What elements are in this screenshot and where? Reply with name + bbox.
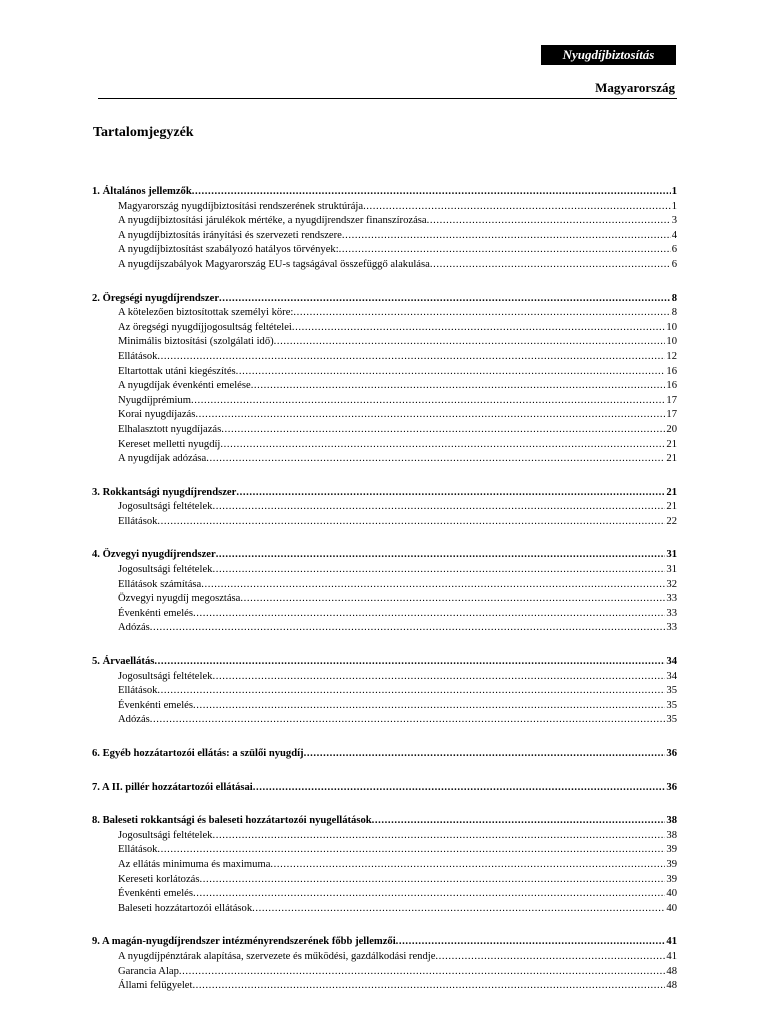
dot-leader: [342, 229, 671, 244]
header-divider: [98, 98, 677, 99]
toc-section: [92, 747, 677, 762]
toc-page-number: 41: [666, 936, 677, 948]
toc-page-number: 17: [666, 409, 677, 421]
toc-subentry[interactable]: [92, 684, 677, 699]
table-of-contents: [92, 185, 677, 1013]
toc-subentry[interactable]: [92, 887, 677, 902]
toc-entry-label: 8. Baleseti rokkantsági és baleseti hozzátartozói nyugellátások: [92, 815, 372, 827]
toc-entry-label: Adózás: [118, 622, 150, 634]
toc-entry-label: Ellátások számítása: [118, 578, 202, 590]
toc-page-number: 16: [666, 380, 677, 392]
toc-page-number: 35: [666, 699, 677, 711]
toc-entry-label: Évenkénti emelés: [118, 699, 194, 711]
toc-page-number: 1: [671, 186, 677, 197]
toc-section-heading[interactable]: [92, 935, 677, 950]
dot-leader: [206, 452, 665, 467]
toc-subentry[interactable]: [92, 200, 677, 215]
toc-page-number: 33: [666, 593, 677, 605]
dot-leader: [157, 350, 665, 365]
dot-leader: [339, 243, 671, 258]
toc-subentry[interactable]: [92, 214, 677, 229]
dot-leader: [192, 979, 665, 994]
toc-entry-label: A nyugdíjbiztosítás irányítási és szervezeti rendszere: [118, 229, 342, 241]
dot-leader: [304, 747, 666, 762]
toc-entry-label: Az öregségi nyugdíjjogosultság feltételei: [118, 321, 292, 333]
toc-section: [92, 814, 677, 916]
toc-subentry[interactable]: [92, 858, 677, 873]
toc-page-number: 10: [666, 321, 677, 333]
dot-leader: [219, 292, 671, 307]
toc-page-number: 32: [666, 578, 677, 590]
dot-leader: [212, 829, 665, 844]
dot-leader: [236, 486, 665, 501]
dot-leader: [220, 438, 665, 453]
toc-page-number: 39: [666, 844, 677, 856]
toc-entry-label: Minimális biztosítási (szolgálati idő): [118, 336, 274, 348]
toc-subentry[interactable]: [92, 578, 677, 593]
toc-subentry[interactable]: [92, 350, 677, 365]
toc-subentry[interactable]: [92, 438, 677, 453]
toc-section: [92, 781, 677, 796]
toc-section: [92, 292, 677, 467]
toc-page-number: 17: [666, 394, 677, 406]
dot-leader: [240, 592, 665, 607]
toc-page-number: 48: [666, 965, 677, 977]
toc-page-number: 20: [666, 423, 677, 435]
toc-section: [92, 655, 677, 728]
toc-entry-label: Özvegyi nyugdíj megosztása: [118, 593, 241, 605]
toc-entry-label: 2. Öregségi nyugdíjrendszer: [92, 292, 220, 304]
toc-subentry[interactable]: [92, 452, 677, 467]
toc-subentry[interactable]: [92, 258, 677, 273]
dot-leader: [216, 548, 666, 563]
toc-page-number: 1: [671, 200, 677, 212]
toc-subentry[interactable]: [92, 306, 677, 321]
toc-entry-label: A nyugdíjak évenkénti emelése: [118, 380, 251, 392]
toc-entry-label: Az ellátás minimuma és maximuma: [118, 858, 271, 870]
dot-leader: [150, 621, 666, 636]
toc-page-number: 39: [666, 858, 677, 870]
toc-section-heading[interactable]: [92, 548, 677, 563]
toc-page-number: 35: [666, 685, 677, 697]
toc-page-number: 31: [666, 564, 677, 576]
toc-entry-label: 3. Rokkantsági nyugdíjrendszer: [92, 486, 237, 498]
toc-subentry[interactable]: [92, 592, 677, 607]
toc-page-number: 34: [666, 656, 677, 668]
toc-subentry[interactable]: [92, 408, 677, 423]
toc-page-number: 8: [671, 307, 677, 319]
dot-leader: [212, 500, 665, 515]
toc-section-heading[interactable]: [92, 781, 677, 796]
toc-page-number: 38: [666, 815, 677, 827]
toc-entry-label: Elhalasztott nyugdíjazás: [118, 423, 222, 435]
dot-leader: [292, 321, 666, 336]
toc-section-heading[interactable]: [92, 747, 677, 762]
dot-leader: [251, 379, 666, 394]
toc-page-number: 4: [671, 229, 677, 241]
toc-entry-label: Adózás: [118, 714, 150, 726]
toc-subentry[interactable]: [92, 229, 677, 244]
toc-entry-label: Korai nyugdíjazás: [118, 409, 196, 421]
toc-page-number: 6: [671, 244, 677, 256]
toc-subentry[interactable]: [92, 335, 677, 350]
toc-entry-label: Kereseti korlátozás: [118, 873, 200, 885]
toc-subentry[interactable]: [92, 243, 677, 258]
toc-page-number: 10: [666, 336, 677, 348]
dot-leader: [430, 258, 671, 273]
dot-leader: [435, 950, 665, 965]
toc-page-number: 39: [666, 873, 677, 885]
dot-leader: [221, 423, 665, 438]
dot-leader: [236, 365, 666, 380]
toc-entry-label: Jogosultsági feltételek: [118, 501, 213, 513]
toc-page-number: 35: [666, 714, 677, 726]
toc-page-number: 6: [671, 258, 677, 270]
dot-leader: [157, 515, 665, 530]
toc-entry-label: A nyugdíjszabályok Magyarország EU-s tagságával összefüggő alakulása: [118, 258, 430, 270]
toc-entry-label: Ellátások: [118, 350, 158, 362]
toc-entry-label: Évenkénti emelés: [118, 607, 194, 619]
dot-leader: [157, 843, 665, 858]
toc-subentry[interactable]: [92, 563, 677, 578]
toc-entry-label: Jogosultsági feltételek: [118, 829, 213, 841]
toc-subentry[interactable]: [92, 379, 677, 394]
toc-page-number: 16: [666, 365, 677, 377]
toc-subentry[interactable]: [92, 423, 677, 438]
toc-subentry[interactable]: [92, 607, 677, 622]
toc-entry-label: Jogosultsági feltételek: [118, 564, 213, 576]
toc-page-number: 21: [666, 486, 677, 498]
toc-page-number: 36: [666, 781, 677, 793]
dot-leader: [270, 858, 665, 873]
toc-page-number: 31: [666, 549, 677, 561]
toc-page-number: 3: [671, 215, 677, 227]
toc-subentry[interactable]: [92, 965, 677, 980]
dot-leader: [195, 408, 665, 423]
toc-subentry[interactable]: [92, 950, 677, 965]
toc-section: [92, 486, 677, 530]
toc-entry-label: Jogosultsági feltételek: [118, 670, 213, 682]
toc-entry-label: A nyugdíjak adózása: [118, 453, 207, 465]
toc-section: [92, 935, 677, 993]
dot-leader: [192, 185, 671, 200]
dot-leader: [191, 394, 665, 409]
toc-section: [92, 548, 677, 636]
dot-leader: [154, 655, 665, 670]
dot-leader: [193, 699, 665, 714]
toc-entry-label: Eltartottak utáni kiegészítés: [118, 365, 236, 377]
toc-entry-label: Nyugdíjprémium: [118, 394, 191, 406]
dot-leader: [212, 563, 665, 578]
toc-subentry[interactable]: [92, 500, 677, 515]
dot-leader: [179, 965, 666, 980]
toc-page-number: 48: [666, 980, 677, 992]
toc-page-number: 34: [666, 670, 677, 682]
dot-leader: [150, 713, 666, 728]
toc-entry-label: Ellátások: [118, 844, 158, 856]
toc-entry-label: 6. Egyéb hozzátartozói ellátás: a szülői nyugdíj: [92, 748, 304, 759]
toc-subentry[interactable]: [92, 670, 677, 685]
dot-leader: [193, 887, 665, 902]
toc-page-number: 36: [666, 748, 677, 759]
toc-entry-label: Baleseti hozzátartozói ellátások: [118, 902, 253, 914]
toc-entry-label: 1. Általános jellemzők: [92, 186, 192, 197]
toc-section-heading[interactable]: [92, 292, 677, 307]
toc-entry-label: 7. A II. pillér hozzátartozói ellátásai: [92, 781, 253, 793]
toc-entry-label: A kötelezően biztosítottak személyi köre:: [118, 307, 294, 319]
toc-subentry[interactable]: [92, 713, 677, 728]
toc-page-number: 41: [666, 950, 677, 962]
dot-leader: [427, 214, 671, 229]
toc-subentry[interactable]: [92, 979, 677, 994]
toc-page-number: 12: [666, 350, 677, 362]
toc-section-heading[interactable]: [92, 814, 677, 829]
toc-subentry[interactable]: [92, 829, 677, 844]
toc-subentry[interactable]: [92, 843, 677, 858]
toc-page-number: 38: [666, 829, 677, 841]
dot-leader: [396, 935, 666, 950]
toc-page-number: 21: [666, 501, 677, 513]
toc-title: Tartalomjegyzék: [93, 125, 194, 140]
toc-page-number: 40: [666, 902, 677, 914]
toc-entry-label: Kereset melletti nyugdíj: [118, 438, 221, 450]
toc-page-number: 22: [666, 515, 677, 527]
dot-leader: [293, 306, 670, 321]
toc-page-number: 33: [666, 607, 677, 619]
toc-entry-label: A nyugdíjbiztosítási járulékok mértéke, a nyugdíjrendszer finanszírozása: [118, 215, 427, 227]
toc-entry-label: Ellátások: [118, 685, 158, 697]
toc-page-number: 33: [666, 622, 677, 634]
dot-leader: [212, 670, 665, 685]
dot-leader: [252, 902, 665, 917]
dot-leader: [193, 607, 665, 622]
toc-page-number: 21: [666, 453, 677, 465]
toc-section-heading[interactable]: [92, 486, 677, 501]
document-series-badge: Nyugdíjbiztosítás: [541, 45, 676, 65]
toc-entry-label: Garancia Alap: [118, 965, 179, 977]
toc-section: [92, 185, 677, 273]
dot-leader: [274, 335, 666, 350]
dot-leader: [199, 873, 665, 888]
toc-entry-label: 4. Özvegyi nyugdíjrendszer: [92, 549, 216, 561]
toc-subentry[interactable]: [92, 699, 677, 714]
toc-page-number: 40: [666, 888, 677, 900]
toc-entry-label: A nyugdíjbiztosítást szabályozó hatályos törvények:: [118, 244, 339, 256]
toc-entry-label: Magyarország nyugdíjbiztosítási rendszerének struktúrája: [118, 200, 364, 212]
toc-subentry[interactable]: [92, 621, 677, 636]
toc-subentry[interactable]: [92, 515, 677, 530]
toc-entry-label: Évenkénti emelés: [118, 888, 194, 900]
country-heading: Magyarország: [595, 80, 675, 95]
toc-page-number: 21: [666, 438, 677, 450]
toc-page-number: 8: [671, 292, 677, 304]
dot-leader: [201, 578, 665, 593]
toc-entry-label: A nyugdíjpénztárak alapítása, szervezete és működési, gazdálkodási rendje: [118, 950, 436, 962]
toc-entry-label: 5. Árvaellátás: [92, 656, 155, 668]
toc-subentry[interactable]: [92, 394, 677, 409]
toc-subentry[interactable]: [92, 873, 677, 888]
toc-section-heading[interactable]: [92, 185, 677, 200]
toc-subentry[interactable]: [92, 321, 677, 336]
dot-leader: [253, 781, 666, 796]
toc-entry-label: Ellátások: [118, 515, 158, 527]
toc-subentry[interactable]: [92, 902, 677, 917]
dot-leader: [363, 200, 671, 215]
toc-entry-label: Állami felügyelet: [118, 980, 193, 992]
toc-subentry[interactable]: [92, 365, 677, 380]
dot-leader: [157, 684, 665, 699]
toc-section-heading[interactable]: [92, 655, 677, 670]
toc-entry-label: 9. A magán-nyugdíjrendszer intézményrendszerének főbb jellemzői: [92, 936, 396, 948]
dot-leader: [372, 814, 666, 829]
